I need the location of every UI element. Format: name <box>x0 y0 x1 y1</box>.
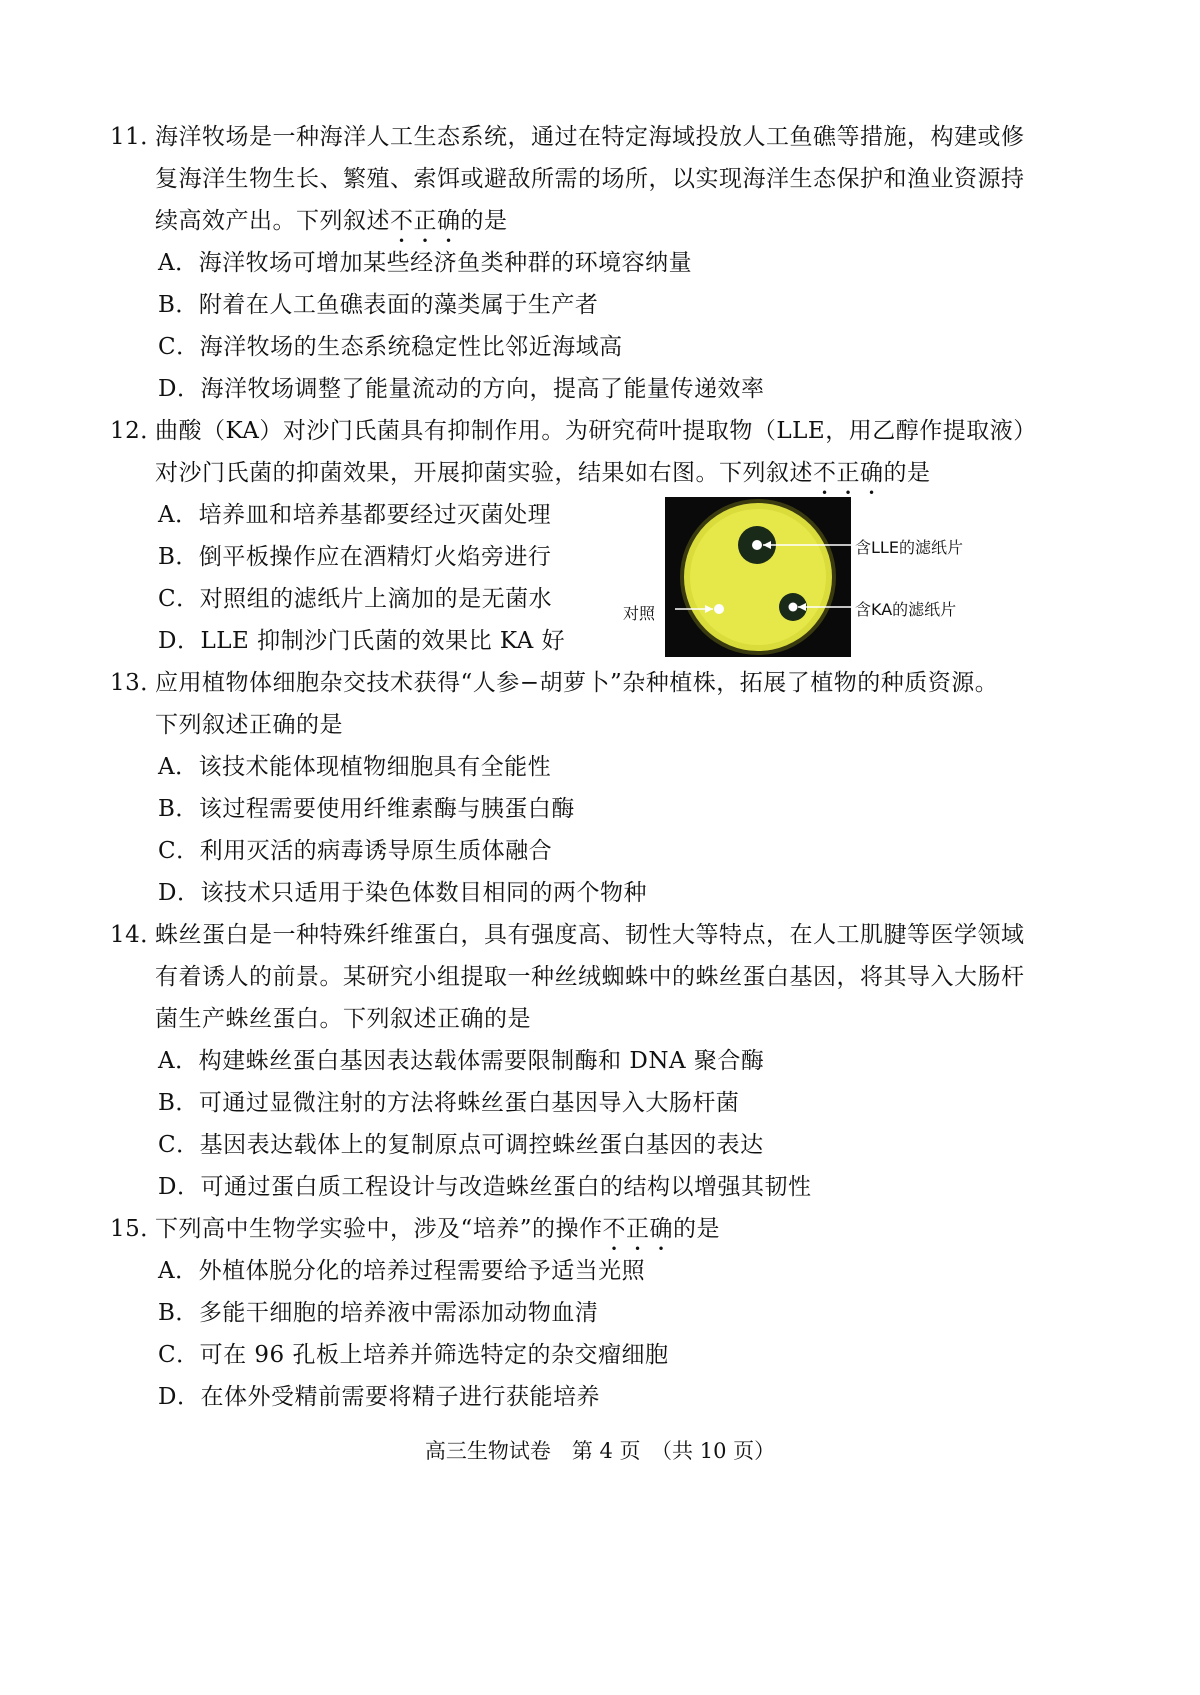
question-stem-line: 菌生产蛛丝蛋白。下列叙述正确的是 <box>155 1006 531 1032</box>
option-d[interactable]: D．可通过蛋白质工程设计与改造蛛丝蛋白的结构以增强其韧性 <box>158 1174 812 1200</box>
option-c[interactable]: C．海洋牧场的生态系统稳定性比邻近海域高 <box>158 334 623 360</box>
petri-dish-image <box>665 497 995 657</box>
option-d[interactable]: D．海洋牧场调整了能量流动的方向，提高了能量传递效率 <box>158 376 765 402</box>
ka-filter-disc <box>789 603 798 612</box>
emphasis-text: 不正确 <box>602 1216 674 1242</box>
question-number: 15． <box>110 1216 164 1242</box>
option-b[interactable]: B．该过程需要使用纤维素酶与胰蛋白酶 <box>158 796 575 822</box>
option-b[interactable]: B．多能干细胞的培养液中需添加动物血清 <box>158 1300 599 1326</box>
lle-filter-disc <box>752 540 762 550</box>
emphasis-text: 不正确 <box>813 460 884 486</box>
petri-dish-figure <box>623 497 995 657</box>
question-stem-line: 续高效产出。下列叙述不正确的是 <box>155 208 508 234</box>
emphasis-text: 不正确 <box>390 208 461 234</box>
option-b[interactable]: B．附着在人工鱼礁表面的藻类属于生产者 <box>158 292 599 318</box>
question-stem-line: 应用植物体细胞杂交技术获得“人参−胡萝卜”杂种植株，拓展了植物的种质资源。 <box>155 670 999 696</box>
option-b[interactable]: B．可通过显微注射的方法将蛛丝蛋白基因导入大肠杆菌 <box>158 1090 740 1116</box>
question-number: 13． <box>110 670 164 696</box>
option-d[interactable]: D．在体外受精前需要将精子进行获能培养 <box>158 1384 600 1410</box>
option-a[interactable]: A．培养皿和培养基都要经过灭菌处理 <box>158 502 552 528</box>
option-d[interactable]: D．LLE 抑制沙门氏菌的效果比 KA 好 <box>158 628 566 654</box>
label-ka-disc: 含KA的滤纸片 <box>855 600 957 619</box>
control-filter-disc <box>714 604 724 614</box>
option-c[interactable]: C．基因表达载体上的复制原点可调控蛛丝蛋白基因的表达 <box>158 1132 764 1158</box>
question-number: 11． <box>110 124 164 150</box>
label-lle-disc: 含LLE的滤纸片 <box>855 538 963 557</box>
option-d[interactable]: D．该技术只适用于染色体数目相同的两个物种 <box>158 880 647 906</box>
question-stem-line: 复海洋生物生长、繁殖、索饵或避敌所需的场所，以实现海洋生态保护和渔业资源持 <box>155 166 1025 192</box>
option-a[interactable]: A．外植体脱分化的培养过程需要给予适当光照 <box>158 1258 646 1284</box>
option-c[interactable]: C．利用灭活的病毒诱导原生质体融合 <box>158 838 553 864</box>
question-stem-line: 下列高中生物学实验中，涉及“培养”的操作不正确的是 <box>155 1216 721 1242</box>
option-a[interactable]: A．海洋牧场可增加某些经济鱼类种群的环境容纳量 <box>158 250 693 276</box>
option-a[interactable]: A．构建蛛丝蛋白基因表达载体需要限制酶和 DNA 聚合酶 <box>158 1048 765 1074</box>
label-control: 对照 <box>623 604 656 623</box>
question-stem-line: 海洋牧场是一种海洋人工生态系统，通过在特定海域投放人工鱼礁等措施，构建或修 <box>155 124 1025 150</box>
question-stem-line: 有着诱人的前景。某研究小组提取一种丝绒蜘蛛中的蛛丝蛋白基因，将其导入大肠杆 <box>155 964 1025 990</box>
question-stem-line: 对沙门氏菌的抑菌效果，开展抑菌实验，结果如右图。下列叙述不正确的是 <box>155 460 931 486</box>
question-number: 14． <box>110 922 164 948</box>
option-c[interactable]: C．对照组的滤纸片上滴加的是无菌水 <box>158 586 553 612</box>
question-stem-line: 蛛丝蛋白是一种特殊纤维蛋白，具有强度高、韧性大等特点，在人工肌腱等医学领域 <box>155 922 1025 948</box>
option-c[interactable]: C．可在 96 孔板上培养并筛选特定的杂交瘤细胞 <box>158 1342 669 1368</box>
question-number: 12． <box>110 418 164 444</box>
option-a[interactable]: A．该技术能体现植物细胞具有全能性 <box>158 754 552 780</box>
page-footer: 高三生物试卷 第 4 页 （共 10 页） <box>424 1439 776 1463</box>
question-stem-line: 曲酸（KA）对沙门氏菌具有抑制作用。为研究荷叶提取物（LLE，用乙醇作提取液） <box>155 418 1037 444</box>
option-b[interactable]: B．倒平板操作应在酒精灯火焰旁进行 <box>158 544 552 570</box>
question-stem-line: 下列叙述正确的是 <box>155 712 343 738</box>
